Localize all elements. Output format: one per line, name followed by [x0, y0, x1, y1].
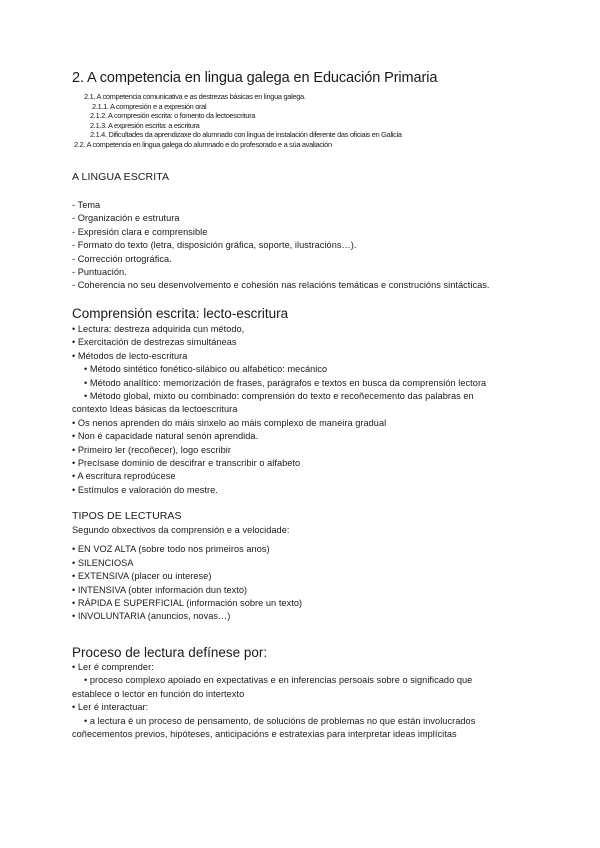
list-item: • Método analítico: memorización de frases, parágrafos e textos en busca da comprensión lectora	[84, 377, 487, 388]
comprension-list	[72, 323, 542, 497]
list-item: • SILENCIOSA	[72, 557, 134, 568]
list-item: - Formato do texto (letra, disposición gráfica, soporte, ilustracións…).	[72, 240, 357, 251]
list-item: • INTENSIVA (obter información dun texto)	[72, 584, 248, 595]
lingua-escrita-title: A LINGUA ESCRITA	[72, 171, 170, 183]
list-item: • Métodos de lecto-escritura	[72, 350, 188, 361]
list-item: • Ler é comprender:	[72, 662, 154, 672]
proceso-lectura-title: Proceso de lectura defínese por:	[72, 645, 268, 660]
list-item: - Organización e estrutura	[72, 213, 180, 224]
list-item: • Exercitación de destrezas simultáneas	[72, 337, 237, 348]
list-item: - Expresión clara e comprensible	[72, 226, 208, 237]
list-item: • Método global, mixto ou combinado: comprensión do texto e recoñecemento das palabras en	[84, 391, 474, 402]
list-item: - Puntuación.	[72, 267, 127, 278]
proceso-lectura-list	[72, 661, 542, 741]
list-item: • Ler é interactuar:	[72, 702, 149, 713]
list-item: • a lectura é un proceso de pensamento, de solucións de problemas no que están involucrados	[84, 715, 476, 726]
list-item: • Precísase dominio de descifrar e transcribir o alfabeto	[72, 458, 301, 469]
list-item: • Estímulos e valoración do mestre.	[72, 484, 218, 495]
list-item: • A escritura reprodúcese	[72, 471, 176, 482]
tipos-lecturas-list	[72, 524, 542, 624]
list-item: - Coherencia no seu desenvolvemento e cohesión nas relacións temáticas e construcións sintácticas.	[72, 280, 490, 291]
list-item: - Corrección ortográfica.	[72, 253, 172, 264]
list-item: • EN VOZ ALTA (sobre todo nos primeiros anos)	[72, 544, 270, 555]
tipos-intro: Segundo obxectivos da comprensión e a velocidade:	[72, 525, 290, 535]
list-item: • Método sintético fonético-silábico ou alfabético: mecánico	[84, 364, 328, 375]
toc-item: 2.1.3. A expresión escrita: a escritura	[90, 120, 200, 130]
section-heading: 2. A competencia en lingua galega en Educación Primaria	[72, 70, 438, 86]
list-item: • EXTENSIVA (placer ou interese)	[72, 571, 212, 582]
table-of-contents	[0, 92, 600, 150]
toc-item: 2.1.2. A compresión escrita: o fomento da lectoescritura	[90, 111, 256, 121]
lingua-escrita-list	[72, 199, 542, 293]
list-item: • RÁPIDA E SUPERFICIAL (información sobre un texto)	[72, 598, 303, 609]
list-item: establece o lector en función do intertexto	[72, 688, 245, 699]
list-item: contexto Ideas básicas da lectoescritura	[72, 404, 238, 415]
list-item: coñecementos previos, hipóteses, anticipacións e estratexias para interpretar ideas implícitas	[72, 729, 457, 740]
tipos-lecturas-title: TIPOS DE LECTURAS	[72, 510, 182, 522]
toc-item: 2.1.4. Dificultades da aprendizaxe do alumnado con lingua de instalación diferente das oficiais en Galicia	[90, 130, 402, 140]
list-item: • Non é capacidade natural senón aprendida.	[72, 431, 259, 442]
list-item: • proceso complexo apoiado en expectativas e en inferencias persoais sobre o significado que	[84, 675, 473, 686]
list-item: • Lectura: destreza adquirida cun método,	[72, 324, 245, 334]
toc-item: 2.1. A competencia comunicativa e as destrezas básicas en lingua galega.	[84, 92, 306, 101]
list-item: - Tema	[72, 200, 101, 210]
list-item: • Os nenos aprenden do máis sinxelo ao máis complexo de maneira gradual	[72, 417, 387, 428]
list-item: • INVOLUNTARIA (anuncios, novas…)	[72, 611, 231, 622]
list-item: • Primeiro ler (recoñecer), logo escribir	[72, 444, 231, 455]
toc-item: 2.2. A competencia en lingua galega do alumnado e do profesorado e a súa avaliación	[74, 139, 332, 149]
toc-item: 2.1.1. A compresión e a expresión oral	[92, 101, 207, 111]
comprension-title: Comprensión escrita: lecto-escritura	[72, 306, 289, 321]
